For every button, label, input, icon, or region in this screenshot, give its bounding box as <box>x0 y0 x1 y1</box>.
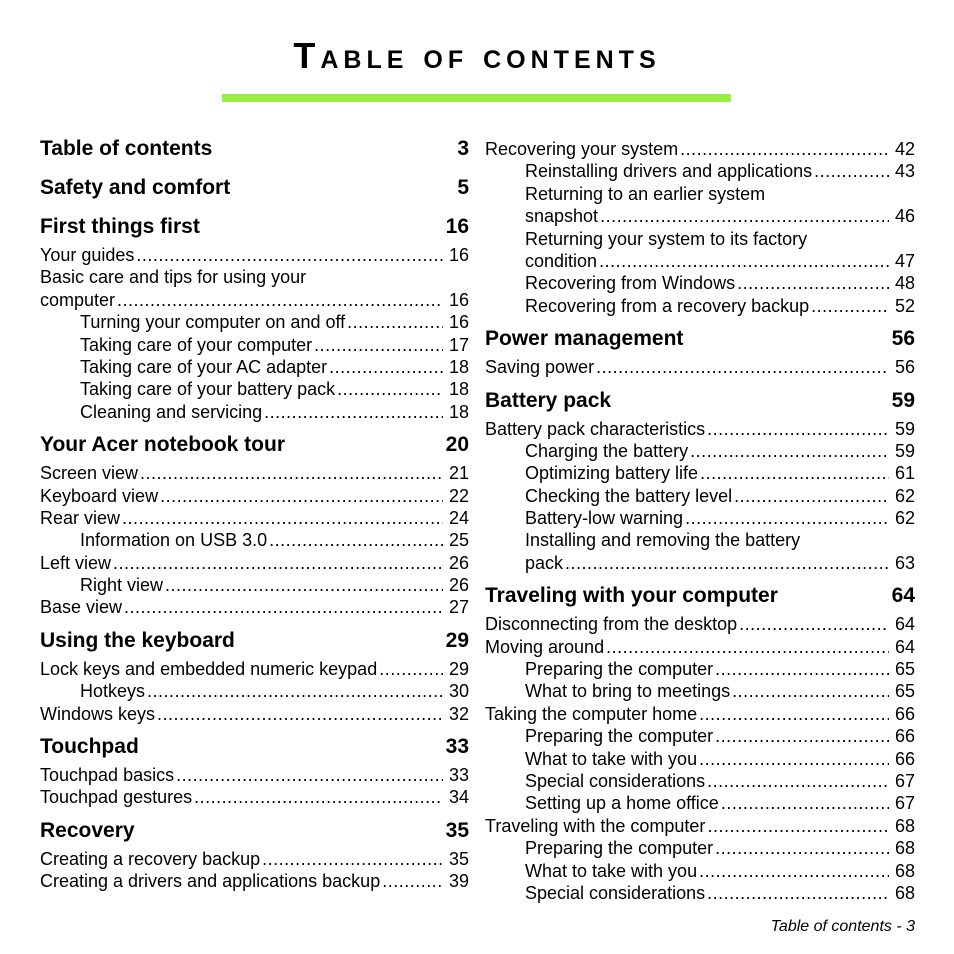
toc-entry-row <box>525 770 915 792</box>
toc-entry-title: Recovering your system <box>485 139 679 159</box>
toc-entry[interactable] <box>40 529 469 551</box>
dot-leader <box>715 837 889 859</box>
dot-leader <box>737 272 889 294</box>
toc-entry[interactable] <box>485 272 915 294</box>
dot-leader <box>734 485 889 507</box>
dot-leader <box>136 244 443 266</box>
page-number: 52 <box>894 295 915 316</box>
page-number: 59 <box>894 418 915 439</box>
page-number: 59 <box>891 388 915 412</box>
page-number: 29 <box>445 628 469 652</box>
toc-entry-row <box>525 837 915 859</box>
page-number: 35 <box>445 818 469 842</box>
page-number: 27 <box>448 597 469 618</box>
toc-entry-title: Recovering from Windows <box>525 273 736 294</box>
toc-entry-text-line: Returning to an earlier system <box>525 183 766 204</box>
toc-entry[interactable] <box>40 786 469 808</box>
toc-entry-title: snapshot <box>525 206 599 227</box>
page-number: 61 <box>894 463 915 484</box>
toc-entry[interactable] <box>40 703 469 725</box>
page-number: 21 <box>448 463 469 484</box>
toc-entry[interactable] <box>40 552 469 574</box>
toc-heading[interactable] <box>40 177 469 205</box>
page-number: 17 <box>448 334 469 355</box>
dot-leader <box>194 786 443 808</box>
toc-entry[interactable] <box>485 418 915 440</box>
toc-entry[interactable] <box>485 138 915 160</box>
toc-entry-title: Your Acer notebook tour <box>40 433 286 457</box>
page-number: 68 <box>894 860 915 881</box>
toc-entry-row <box>525 507 915 529</box>
toc-entry-title: Touchpad gestures <box>40 787 193 808</box>
toc-entry-row <box>485 613 915 635</box>
page-number: 16 <box>448 312 469 333</box>
toc-entry-row <box>525 658 915 680</box>
toc-entry-row <box>485 703 915 725</box>
toc-entry-title: Touchpad basics <box>40 765 175 786</box>
toc-entry[interactable] <box>485 613 915 635</box>
toc-entry-row <box>40 630 469 658</box>
toc-entry-title: Reinstalling drivers and applications <box>525 161 813 182</box>
toc-entry-title: Battery-low warning <box>525 508 684 529</box>
toc-entry[interactable] <box>485 356 915 378</box>
dot-leader <box>715 658 889 680</box>
toc-entry-row <box>40 848 469 870</box>
page-number: 68 <box>894 815 915 836</box>
toc-entry[interactable] <box>40 848 469 870</box>
toc-heading[interactable] <box>485 585 915 613</box>
toc-entry[interactable] <box>485 860 915 882</box>
toc-entry[interactable] <box>40 680 469 702</box>
toc-entry-title: Recovery <box>40 818 135 842</box>
toc-entry-row <box>80 334 469 356</box>
toc-entry-row <box>80 356 469 378</box>
toc-entry-row <box>485 418 915 440</box>
dot-leader <box>165 574 443 596</box>
dot-leader <box>811 295 889 317</box>
toc-entry-title: Power management <box>485 327 684 351</box>
toc-entry-row <box>40 507 469 529</box>
toc-left-column <box>40 138 469 893</box>
dot-leader <box>699 860 889 882</box>
toc-entry-row <box>485 138 915 160</box>
toc-entry[interactable] <box>485 770 915 792</box>
toc-entry-title: Rear view <box>40 507 121 528</box>
toc-entry-title: Touchpad <box>40 735 139 759</box>
toc-entry[interactable] <box>40 378 469 400</box>
dot-leader <box>707 882 889 904</box>
toc-heading[interactable] <box>485 328 915 356</box>
toc-heading[interactable] <box>40 138 469 166</box>
toc-entry-row <box>40 244 469 266</box>
toc-entry-row <box>80 311 469 333</box>
toc-entry-row <box>40 138 469 166</box>
toc-entry-text-line: Returning your system to its factory <box>525 228 808 249</box>
toc-entry[interactable] <box>40 334 469 356</box>
toc-entry-title: Preparing the computer <box>525 726 714 747</box>
page-number: 30 <box>448 681 469 702</box>
page-number: 26 <box>448 575 469 596</box>
toc-entry[interactable] <box>485 680 915 702</box>
toc-entry-title: Screen view <box>40 463 139 484</box>
dot-leader <box>606 636 889 658</box>
dot-leader <box>382 870 443 892</box>
toc-entry-title: Traveling with your computer <box>485 584 778 608</box>
toc-entry-row <box>525 272 915 294</box>
page-number: 56 <box>891 327 915 351</box>
page-number: 42 <box>894 139 915 159</box>
toc-entry[interactable] <box>40 462 469 484</box>
page-number: 24 <box>448 507 469 528</box>
toc-entry-title: Taking care of your battery pack <box>80 379 336 400</box>
dot-leader <box>699 748 889 770</box>
toc-entry-title: Your guides <box>40 245 135 265</box>
page-number: 3 <box>457 137 469 160</box>
toc-entry-title: What to bring to meetings <box>525 681 731 702</box>
toc-entry-title: Taking care of your AC adapter <box>80 356 328 377</box>
toc-heading[interactable] <box>40 820 469 848</box>
toc-entry[interactable] <box>485 837 915 859</box>
toc-entry[interactable] <box>40 311 469 333</box>
toc-entry[interactable] <box>485 183 915 228</box>
page-number: 18 <box>448 356 469 377</box>
toc-entry-title: Setting up a home office <box>525 793 719 814</box>
toc-heading[interactable] <box>40 434 469 462</box>
toc-entry-row <box>40 786 469 808</box>
dot-leader <box>707 770 889 792</box>
toc-entry-row <box>485 815 915 837</box>
dot-leader <box>732 680 889 702</box>
toc-entry-row <box>40 820 469 848</box>
toc-entry[interactable] <box>485 507 915 529</box>
page-number: 29 <box>448 658 469 679</box>
page-number: 22 <box>448 485 469 506</box>
dot-leader <box>262 848 443 870</box>
toc-entry-row <box>485 328 915 356</box>
page-number: 59 <box>894 440 915 461</box>
toc-entry-row <box>40 289 469 311</box>
toc-entry-row <box>40 216 469 244</box>
toc-entry-title: What to take with you <box>525 860 698 881</box>
toc-entry[interactable] <box>485 703 915 725</box>
page-footer: Table of contents - 3 <box>770 918 915 935</box>
toc-entry-row <box>525 205 915 227</box>
toc-entry-row <box>525 725 915 747</box>
toc-entry-title: Table of contents <box>40 137 213 160</box>
page-number: 56 <box>894 357 915 378</box>
toc-entry[interactable] <box>485 815 915 837</box>
toc-entry[interactable] <box>485 792 915 814</box>
toc-entry[interactable] <box>485 295 915 317</box>
toc-heading[interactable] <box>40 216 469 244</box>
toc-entry-row <box>525 552 915 574</box>
toc-entry[interactable] <box>40 658 469 680</box>
toc-entry-title: What to take with you <box>525 748 698 769</box>
page-number: 16 <box>448 289 469 310</box>
toc-entry-row <box>485 585 915 613</box>
title-underline <box>222 94 731 102</box>
toc-entry-row <box>40 870 469 892</box>
page-number: 47 <box>894 250 915 271</box>
page-number: 65 <box>894 659 915 680</box>
toc-heading[interactable] <box>40 630 469 658</box>
toc-entry-title: Taking care of your computer <box>80 334 313 355</box>
toc-entry-row <box>80 574 469 596</box>
toc-entry-row <box>525 792 915 814</box>
page-number: 66 <box>894 726 915 747</box>
toc-entry-row <box>525 462 915 484</box>
page-number: 43 <box>894 161 915 182</box>
dot-leader <box>379 658 443 680</box>
toc-entry-title: condition <box>525 250 598 271</box>
toc-entry-row <box>485 356 915 378</box>
toc-entry[interactable] <box>485 160 915 182</box>
toc-entry[interactable] <box>485 882 915 904</box>
toc-entry-title: Right view <box>80 575 164 596</box>
toc-entry-title: Battery pack <box>485 388 612 412</box>
dot-leader <box>347 311 443 333</box>
toc-entry-row <box>40 736 469 764</box>
toc-entry-title: pack <box>525 552 564 573</box>
toc-entry[interactable] <box>40 507 469 529</box>
toc-entry-title: Recovering from a recovery backup <box>525 295 810 316</box>
dot-leader <box>814 160 889 182</box>
toc-entry-title: Disconnecting from the desktop <box>485 614 738 635</box>
toc-entry[interactable] <box>485 725 915 747</box>
toc-entry[interactable] <box>40 244 469 266</box>
dot-leader <box>264 401 443 423</box>
dot-leader <box>690 440 889 462</box>
toc-entry-title: Lock keys and embedded numeric keypad <box>40 658 378 679</box>
toc-entry[interactable] <box>485 529 915 574</box>
toc-right-column <box>485 138 915 904</box>
dot-leader <box>596 356 889 378</box>
dot-leader <box>269 529 443 551</box>
page-number: 35 <box>448 848 469 869</box>
toc-entry-row <box>525 748 915 770</box>
page-number: 16 <box>448 245 469 265</box>
toc-entry-row <box>40 434 469 462</box>
toc-entry-title: Left view <box>40 552 112 573</box>
page-number: 67 <box>894 793 915 814</box>
dot-leader <box>314 334 443 356</box>
toc-entry[interactable] <box>485 636 915 658</box>
dot-leader <box>113 552 443 574</box>
page-number: 62 <box>894 485 915 506</box>
toc-entry-title: Saving power <box>485 357 595 378</box>
toc-entry-title: Windows keys <box>40 703 156 724</box>
toc-entry-title: Checking the battery level <box>525 485 733 506</box>
toc-entry-row <box>40 764 469 786</box>
dot-leader <box>707 418 889 440</box>
dot-leader <box>140 462 443 484</box>
dot-leader <box>600 205 889 227</box>
toc-entry-row <box>40 658 469 680</box>
toc-entry-row <box>525 882 915 904</box>
page-number: 46 <box>894 206 915 227</box>
toc-entry-title: Creating a drivers and applications backup <box>40 871 381 892</box>
page-number: 64 <box>891 584 915 608</box>
toc-entry-row <box>525 485 915 507</box>
toc-entry-title: Creating a recovery backup <box>40 848 261 869</box>
page-number: 65 <box>894 681 915 702</box>
page-number: 25 <box>448 530 469 551</box>
toc-entry[interactable] <box>40 764 469 786</box>
page-number: 67 <box>894 770 915 791</box>
toc-entry-row <box>80 401 469 423</box>
dot-leader <box>337 378 443 400</box>
toc-entry-title: Preparing the computer <box>525 838 714 859</box>
section-gap <box>485 379 915 390</box>
dot-leader <box>739 613 889 635</box>
page-number: 18 <box>448 401 469 422</box>
toc-entry[interactable] <box>40 574 469 596</box>
toc-entry-row <box>40 462 469 484</box>
page-number: 20 <box>445 433 469 457</box>
page-number: 32 <box>448 703 469 724</box>
toc-entry[interactable] <box>485 485 915 507</box>
toc-entry[interactable] <box>485 748 915 770</box>
toc-entry-title: Hotkeys <box>80 681 146 702</box>
dot-leader <box>124 596 443 618</box>
page-number: 33 <box>445 735 469 759</box>
dot-leader <box>721 792 889 814</box>
toc-entry[interactable] <box>40 356 469 378</box>
toc-entry-row <box>40 485 469 507</box>
toc-entry-row <box>525 160 915 182</box>
dot-leader <box>147 680 443 702</box>
toc-heading[interactable] <box>40 736 469 764</box>
page-number: 34 <box>448 787 469 808</box>
page-number: 18 <box>448 379 469 400</box>
page-number: 62 <box>894 508 915 529</box>
toc-entry-title: Base view <box>40 597 123 618</box>
page-number: 16 <box>445 215 469 238</box>
dot-leader <box>565 552 889 574</box>
page-number: 64 <box>894 614 915 635</box>
toc-entry-row <box>40 703 469 725</box>
toc-entry[interactable] <box>485 462 915 484</box>
toc-entry-title: Traveling with the computer <box>485 815 706 836</box>
page-number: 5 <box>457 176 469 199</box>
dot-leader <box>160 485 443 507</box>
toc-entry-title: Information on USB 3.0 <box>80 530 268 551</box>
page-number: 33 <box>448 765 469 786</box>
dot-leader <box>715 725 889 747</box>
toc-entry-row <box>525 860 915 882</box>
dot-leader <box>329 356 443 378</box>
page-title: Table of contents <box>293 35 661 76</box>
dot-leader <box>157 703 443 725</box>
toc-entry[interactable] <box>485 228 915 273</box>
dot-leader <box>685 507 889 529</box>
toc-entry-title: Taking the computer home <box>485 703 698 724</box>
toc-entry-title: Turning your computer on and off <box>80 312 346 333</box>
toc-entry-title: First things first <box>40 215 200 238</box>
toc-entry-row <box>485 390 915 418</box>
dot-leader <box>176 764 443 786</box>
toc-entry[interactable] <box>40 266 469 311</box>
toc-entry-title: Using the keyboard <box>40 628 235 652</box>
toc-entry-row <box>525 440 915 462</box>
toc-entry-title: Charging the battery <box>525 440 689 461</box>
toc-entry-title: Optimizing battery life <box>525 463 699 484</box>
page-number: 68 <box>894 838 915 859</box>
toc-entry[interactable] <box>40 596 469 618</box>
dot-leader <box>680 138 889 160</box>
toc-entry-title: Preparing the computer <box>525 659 714 680</box>
toc-entry-row <box>40 596 469 618</box>
toc-entry-text-line: Basic care and tips for using your <box>40 267 307 288</box>
dot-leader <box>122 507 443 529</box>
page-number: 68 <box>894 882 915 903</box>
toc-entry-row <box>40 177 469 205</box>
toc-entry-title: Special considerations <box>525 882 706 903</box>
toc-entry-title: Safety and comfort <box>40 176 231 199</box>
page-number: 39 <box>448 871 469 892</box>
toc-entry-row <box>80 529 469 551</box>
toc-entry-title: Cleaning and servicing <box>80 401 263 422</box>
toc-entry-row <box>525 250 915 272</box>
toc-entry-row <box>525 680 915 702</box>
toc-heading[interactable] <box>485 390 915 418</box>
page-number: 66 <box>894 748 915 769</box>
toc-entry-row <box>485 636 915 658</box>
toc-entry-row <box>80 378 469 400</box>
page-number: 63 <box>894 552 915 573</box>
toc-entry-title: Moving around <box>485 636 605 657</box>
toc-entry-row <box>40 552 469 574</box>
page-number: 48 <box>894 273 915 294</box>
toc-entry[interactable] <box>485 658 915 680</box>
page-number: 26 <box>448 552 469 573</box>
toc-entry[interactable] <box>40 485 469 507</box>
toc-entry[interactable] <box>40 401 469 423</box>
toc-entry-row <box>80 680 469 702</box>
dot-leader <box>700 462 889 484</box>
dot-leader <box>117 289 443 311</box>
toc-entry-row <box>525 295 915 317</box>
page-number: 66 <box>894 703 915 724</box>
toc-entry[interactable] <box>40 870 469 892</box>
dot-leader <box>707 815 889 837</box>
toc-entry[interactable] <box>485 440 915 462</box>
toc-entry-title: computer <box>40 289 116 310</box>
dot-leader <box>599 250 889 272</box>
toc-entry-title: Battery pack characteristics <box>485 418 706 439</box>
toc-entry-title: Keyboard view <box>40 485 159 506</box>
toc-entry-title: Special considerations <box>525 770 706 791</box>
toc-entry-text-line: Installing and removing the battery <box>525 530 801 551</box>
dot-leader <box>699 703 889 725</box>
page-number: 64 <box>894 636 915 657</box>
